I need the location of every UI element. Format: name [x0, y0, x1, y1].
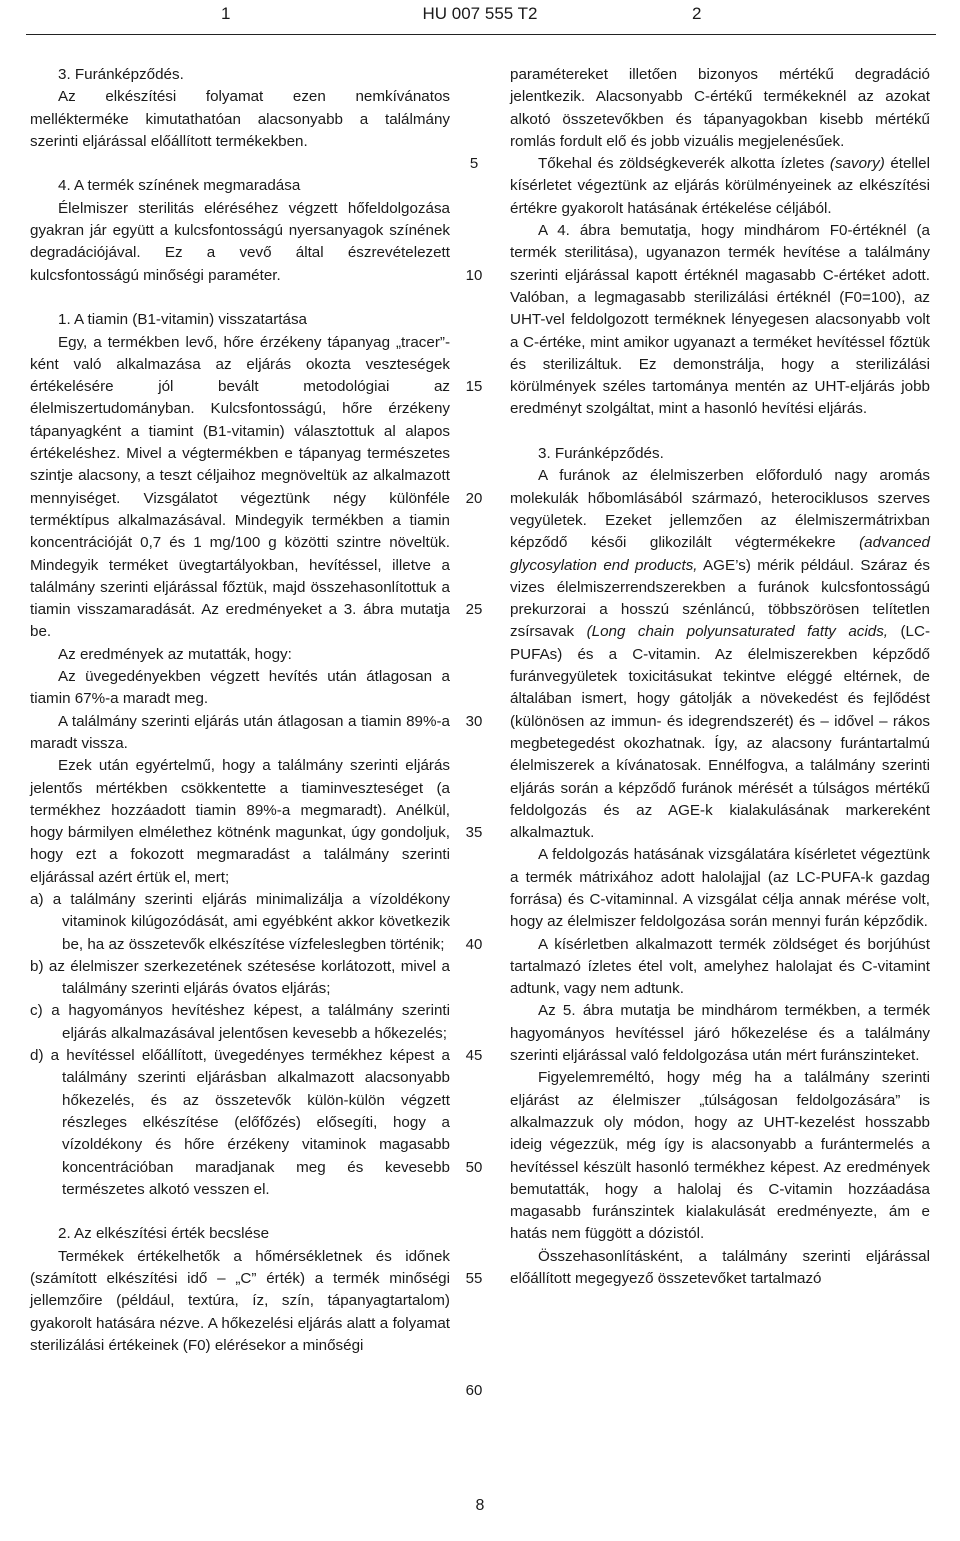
left-column: [30, 64, 450, 1357]
section-heading: 2. Az elkészítési érték becslése: [58, 1225, 270, 1243]
italic-term: (advanced glycosylation end products,: [510, 534, 930, 574]
section-heading: 4. A termék színének megmaradása: [58, 177, 301, 195]
paragraph: Az eredmények az mutatták, hogy:: [58, 645, 292, 663]
page-number: 8: [475, 1497, 485, 1514]
header-page-right: 2: [692, 4, 702, 23]
line-number: 30: [465, 712, 483, 730]
paragraph-text: Tőkehal és zöldségkeverék alkotta ízletes: [538, 155, 830, 173]
paragraph-text: A furánok az élelmiszerben előforduló nagy aromás molekulák hőbomlásából származó, heterociklusos szerves vegyületek. Ezeket jellemzően az élelmiszermátrixban képződő késői glikozilált végtermékekre: [510, 467, 930, 552]
paragraph: Az elkészítési folyamat ezen nemkívánatos mellékterméke kimutathatóan alacsonyabb a találmány szerinti eljárással előállított termékekben.: [30, 88, 450, 150]
paragraph: A feldolgozás hatásának vizsgálatára kísérletet végeztünk a termék mátrixához adott halolajjal (az LC-PUFA-k gazdag forrása) és C-vitaminnal. A vizsgálat célja annak mérése volt, hogy az élelmiszer feldolgozása során mennyi furán képződik.: [510, 846, 930, 931]
list-item: b) az élelmiszer szerkezetének szétesése korlátozott, mivel a találmány szerinti eljárás óvatos eljárás;: [30, 957, 450, 998]
list-item: a) a találmány szerinti eljárás minimalizálja a vízoldékony vitaminok kilúgozódását, ami egyébként akkor következik be, ha az összetevők elkészítése vízfeleslegben történik;: [30, 890, 450, 953]
paragraph: A 4. ábra bemutatja, hogy mindhárom F0-értéknél (a termék sterilitása), ugyanazon termék hevítése a találmány szerinti eljárással kapott értéknél magasabb C-értéket adott. Valóban, a legmagasabb sterilizálási értéknél (F0=100), az UHT-vel feldolgozott terméknek lényegesen alacsonyabb volt a C-értéke, mint amikor ugyanazt a terméket hevítéssel főztük és sterilizáltuk. Ez demonstrálja, hogy a sterilizálási körülmények széles tartománya mentén az UHT-eljárás jobb eredményt szolgáltat, mint a hasonló hevítési eljárás.: [510, 222, 930, 418]
paragraph: Figyelemreméltó, hogy még ha a találmány szerinti eljárást az élelmiszer „túlságosan feldolgozására” is alkalmazzuk oly módon, hogy az UHT-kezelést hosszabb ideig végezzük, még így is alacsonyabb a furántermelés a hevítéssel készült hasonló termékhez képest. Az eredmények bemutatták, hogy a halolaj és C-vitamin hozzáadása magasabb furánszintek kialakulását eredményezte, ám e hatás nem függött a dózistól.: [510, 1069, 930, 1243]
paragraph: paramétereket illetően bizonyos mértékű degradáció jelentkezik. Alacsonyabb C-értékű termékeknél az azokat alkotó összetevőkben és tápanyagokban kisebb mértékű romlás fordult elő és jobb vizuális megjelenésűek.: [510, 66, 930, 150]
list-item: d) a hevítéssel előállított, üvegedényes termékhez képest a találmány szerinti eljárásban alkalmazott alacsonyabb hőkezelés, és az összetevők külön-külön végzett részleges elkészítése (előfőzés) elősegíti, hogy a vízoldékony és hőre érzékeny vitaminok magasabb koncentrációban maradjanak meg és kevesebb természetes alkotó vesszen el.: [30, 1047, 450, 1198]
line-number: 25: [465, 601, 483, 619]
paragraph: Ezek után egyértelmű, hogy a találmány szerinti eljárás jelentős mértékben csökkentette a tiaminveszteséget (a termékhez hozzáadott tiamin 89%-a megmaradt). Anélkül, hogy bármilyen elmélethez kötnénk magunkat, úgy gondoljuk, hogy ezt a fokozott megmaradást a találmány szerinti eljárással azért értük el, mert;: [30, 757, 450, 886]
paragraph: Az 5. ábra mutatja be mindhárom termékben, a termék hagyományos hevítéssel járó hőkezelése és a találmány szerinti eljárással való feldolgozása után mért furánszinteket.: [510, 1002, 930, 1065]
line-number: 40: [465, 935, 483, 953]
paragraph: [510, 153, 930, 220]
paragraph-text: AGE’s) mérik például. Száraz és vizes élelmiszerrendszerekben a furánok kulcsfontosságú prekurzorai a hosszú szénláncú, többszörösen telítetlen zsírsavak: [510, 556, 931, 641]
italic-term: (Long chain polyunsaturated fatty acids,: [586, 623, 889, 641]
line-number: 50: [465, 1158, 483, 1176]
paragraph-text: (LC-PUFAs) és a C-vitamin. Az élelmiszerekben képződő furánvegyületek toxicitásukat tekintve eléggé eltérnek, de általában ismert, hogy gátolják a növekedést és fejlődést (különösen az immun- és idegrendszerét) és – idővel – rákos megbetegedést okozhatnak. Így, az alacsony furántartalmú élelmiszerek a kívánatosak. Ennélfogva, a találmány szerinti eljárás során a képződő furánok mérését a túlságos mértékű feldolgozás és az AGE-k kialakulásának markereként alkalmaztuk.: [510, 623, 930, 842]
paragraph: Az üvegedényekben végzett hevítés után átlagosan a tiamin 67%-a maradt meg.: [30, 668, 450, 708]
line-number: 60: [465, 1381, 483, 1399]
header-doc-number: HU 007 555 T2: [422, 4, 538, 23]
line-number: 15: [465, 378, 483, 396]
header-page-left: 1: [221, 4, 231, 23]
paragraph: Összehasonlításként, a találmány szerinti eljárással előállított megegyező összetevőket tartalmazó: [510, 1247, 930, 1288]
line-number: 45: [465, 1047, 483, 1065]
paragraph: [510, 465, 930, 844]
paragraph-text: étellel kísérletet végeztünk az eljárás körülményeinek az elkészítési értékre gyakorolt hatásának értékelése céljából.: [510, 155, 930, 217]
line-number: 20: [465, 489, 483, 507]
paragraph: A kísérletben alkalmazott termék zöldséget és borjúhúst tartalmazó ízletes étel volt, amelyhez halolajat és C-vitamint adtunk, vagy nem adtunk.: [510, 935, 930, 998]
line-number: 10: [465, 266, 483, 284]
line-number: 55: [465, 1270, 483, 1288]
line-number: 5: [469, 155, 479, 173]
page-header: [0, 0, 960, 40]
paragraph: 3. Furánképződés.: [58, 66, 184, 83]
paragraph: Élelmiszer sterilitás eléréséhez végzett hőfeldolgozása gyakran jár együtt a kulcsfontosságú nyersanyagok színének degradációjával. Ez a vevő által észrevételezett kulcsfontosságú minőségi paraméter.: [30, 199, 450, 284]
paragraph: Egy, a termékben levő, hőre érzékeny tápanyag „tracer”-ként való alkalmazása az eljárás okozta veszteségek értékelésére jól bevált metodológiai az élelmiszertudományban. Kulcsfontosságú, hőre érzékeny tápanyagként a tiamint (B1-vitamin) választottuk al alapos értékeléshez. Mivel a végtermékben e tápanyag természetes szintje alacsony, a teszt céljaihoz megnöveltük az alkalmazott mennyiséget. Vizsgálatot végeztünk négy különféle terméktípus alkalmazásával. Mindegyik termékben a tiamin koncentrációját 0,7 és 1 mg/100 g közötti szintre növeltük. Mindegyik terméket üvegtartályokban, hevítéssel, illetve a találmány szerinti eljárással főztük, majd összehasonlítottuk a tiamin visszamaradását. Az eredményeket a 3. ábra mutatja be.: [30, 333, 450, 641]
section-heading: 3. Furánképződés.: [538, 445, 664, 463]
paragraph: A találmány szerinti eljárás után átlagosan a tiamin 89%-a maradt vissza.: [30, 712, 450, 752]
list-item: c) a hagyományos hevítéshez képest, a találmány szerinti eljárás alkalmazásával jelentősen kevesebb a hőkezelés;: [30, 1002, 450, 1042]
section-heading: 1. A tiamin (B1-vitamin) visszatartása: [58, 311, 307, 329]
header-rule: [26, 34, 936, 35]
paragraph: Termékek értékelhetők a hőmérsékletnek és időnek (számított elkészítési idő – „C” érték) a termék minőségi jellemzőire (például, textúra, íz, szín, tápanyagtartalom) gyakorolt hatására nézve. A hőkezelési eljárás alatt a folyamat sterilizálási értékeinek (F0) elérésekor a minőségi: [30, 1247, 450, 1354]
right-column: [510, 64, 930, 1290]
italic-term: (savory): [829, 155, 885, 173]
line-number: 35: [465, 824, 483, 842]
